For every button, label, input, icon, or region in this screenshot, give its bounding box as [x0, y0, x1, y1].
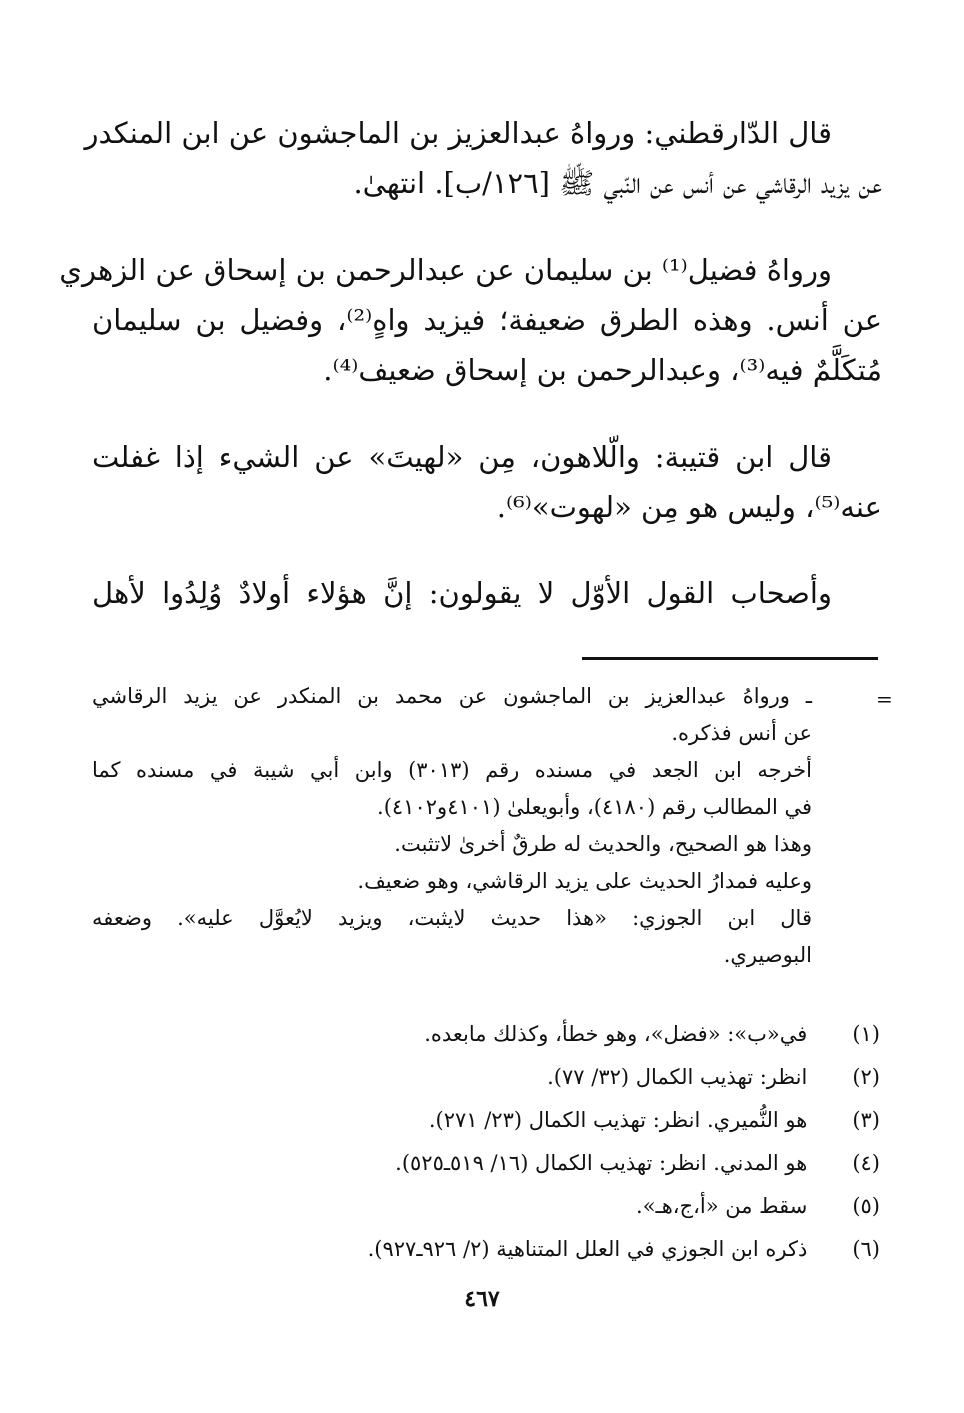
footnotes-list [200, 1013, 880, 1271]
footnote-number: (٤) [852, 1151, 880, 1175]
footnote-text: انظر: تهذيب الكمال (٣٢/ ٧٧). [547, 1065, 808, 1089]
footnote-text: في«ب»: «فضل»، وهو خطأ، وكذلك مابعده. [424, 1022, 808, 1046]
footnote-item [200, 1013, 880, 1056]
footnote-line: ـ ورواهُ عبدالعزيز بن الماجشون عن محمد بن المنكدر عن يزيد الرقاشي [92, 684, 812, 708]
footnote-line: قال ابن الجوزي: «هذا حديث لايثبت، ويزيد لايُعوَّل عليه». وضعفه [92, 906, 812, 930]
text-line: عن يزيد الرقاشي عن أنس عن النّبي ﷺ [١٢٦/ب]. انتهىٰ. [353, 166, 882, 200]
footnote-number: (٢) [852, 1065, 880, 1089]
footnote-item [200, 1185, 880, 1228]
footnote-line: البوصيري. [723, 943, 812, 967]
text-line: قال الدّارقطني: ورواهُ عبدالعزيز بن الماجشون عن ابن المنكدر [84, 116, 832, 150]
text-line: وأصحاب القول الأوّل لا يقولون: إنَّ هؤلاء أولادٌ وُلِدُوا لأهل [92, 576, 832, 610]
footnote-line: وعليه فمدارُ الحديث على يزيد الرقاشي، وهو ضعيف. [357, 869, 812, 893]
footnote-text: هو المدني. انظر: تهذيب الكمال (١٦/ ٥١٩ـ٥٢٥). [395, 1151, 808, 1175]
footnote-text: سقط من «أ،ج،هـ». [636, 1194, 808, 1218]
footnote-text: ذكره ابن الجوزي في العلل المتناهية (٢/ ٩٢٦ـ٩٢٧). [367, 1237, 808, 1261]
footnote-item [200, 1142, 880, 1185]
paragraph-daraqutni [84, 108, 882, 208]
paragraph-fudayl [59, 245, 882, 395]
footnote-item [200, 1099, 880, 1142]
footnote-text: هو النُّميري. انظر: تهذيب الكمال (٢٣/ ٢٧١). [428, 1108, 808, 1132]
text-line: عن أنس. وهذه الطرق ضعيفة؛ فيزيد واهٍ⁽²⁾، وفضيل بن سليمان [92, 303, 882, 337]
footnote-line: في المطالب رقم (٤١٨٠)، وأبويعلىٰ (٤١٠١و٤١٠٢). [377, 795, 812, 819]
footnote-line: أخرجه ابن الجعد في مسنده رقم (٣٠١٣) وابن أبي شيبة في مسنده كما [92, 758, 812, 782]
footnote-item [200, 1228, 880, 1271]
text-line: قال ابن قتيبة: والّلاهون، مِن «لهيتَ» عن الشيء إذا غفلت [92, 440, 832, 474]
footnote-continuation-marker: = [876, 687, 893, 711]
footnote-item [200, 1056, 880, 1099]
paragraph-first-opinion [92, 568, 882, 618]
footnote-line: عن أنس فذكره. [671, 721, 812, 745]
footnote-separator [582, 657, 878, 660]
footnote-number: (٦) [852, 1237, 880, 1261]
footnote-number: (٣) [852, 1108, 880, 1132]
page-number: ٤٦٧ [464, 1286, 500, 1312]
text-line: ورواهُ فضيل⁽¹⁾ بن سليمان عن عبدالرحمن بن إسحاق عن الزهري [59, 253, 832, 287]
text-line: عنه⁽⁵⁾، وليس هو مِن «لهوت»⁽⁶⁾. [496, 490, 882, 524]
footnote-continuation [92, 678, 812, 974]
paragraph-ibn-qutayba [92, 432, 882, 532]
footnote-number: (٥) [852, 1194, 880, 1218]
footnote-line: وهذا هو الصحيح، والحديث له طرقٌ أخرىٰ لاتثبت. [394, 832, 812, 856]
text-line: مُتكَلَّمٌ فيه⁽³⁾، وعبدالرحمن بن إسحاق ضعيف⁽⁴⁾. [323, 353, 882, 387]
footnote-number: (١) [852, 1022, 880, 1046]
